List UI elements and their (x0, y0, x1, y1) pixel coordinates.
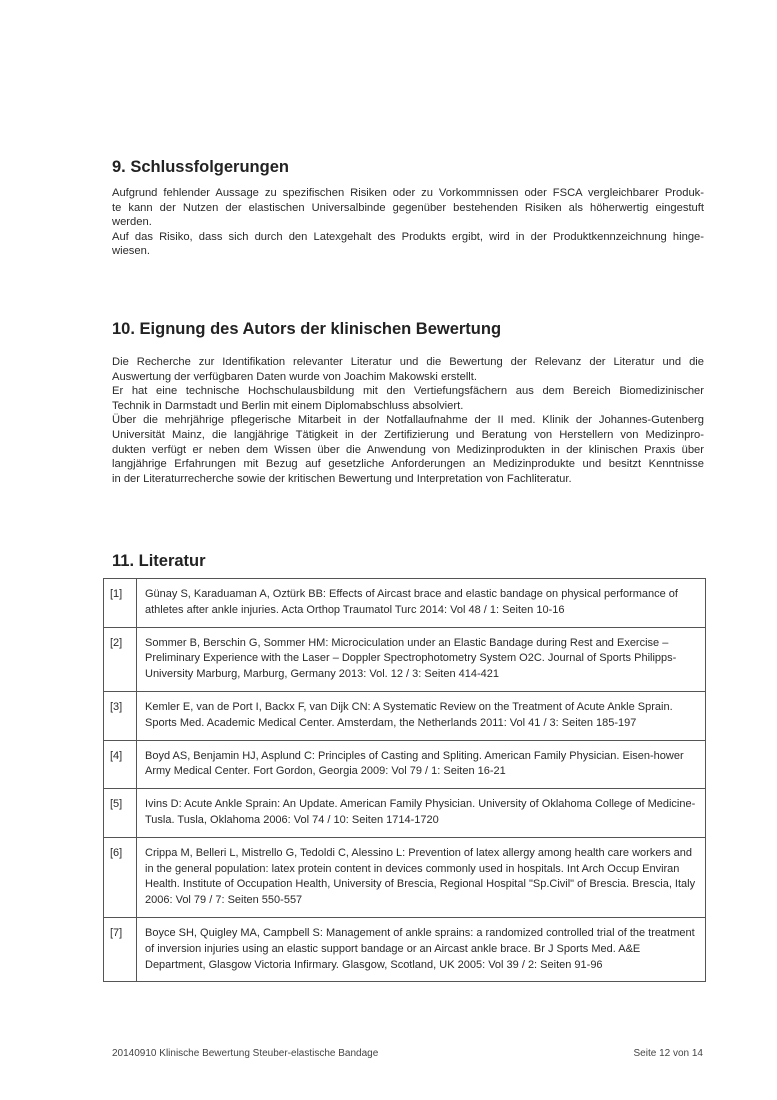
text-line: wiesen. (112, 245, 150, 258)
text-line: Auf das Risiko, dass sich durch den Latexgehalt des Produkts ergibt, wird in der Produktkennzeichnung hinge- (112, 230, 704, 243)
section-10-text (112, 355, 704, 486)
text-line: Über die mehrjährige pflegerische Mitarbeit in der Notfallaufnahme der II med. Klinik der Johannes-Gutenberg (112, 414, 704, 427)
reference-text: Boyce SH, Quigley MA, Campbell S: Management of ankle sprains: a randomized controlled trial of the treatment of inversion injuries using an elastic support bandage or an Aircast ankle brace. Br J Sports Med. A&E Department, Glasgow Victoria Infirmary. Glasgow, Scotland, UK 2005: Vol 39 / 2: Seiten 91-96 (137, 917, 706, 981)
section-9-heading: 9. Schlussfolgerungen (112, 158, 289, 176)
section-11-heading: 11. Literatur (112, 552, 206, 570)
reference-number: [5] (104, 789, 137, 838)
reference-text: Crippa M, Belleri L, Mistrello G, Tedoldi C, Alessino L: Prevention of latex allergy among health care workers and in the general population: latex protein content in devices commonly used in hospitals. Int Arch Occup Enviran Health. Institute of Occupation Health, University of Brescia, Regional Hospital "Sp.Civil" of Brescia. Brescia, Italy 2006: Vol 79 / 7: Seiten 550-557 (137, 837, 706, 917)
footer-document-title: 20140910 Klinische Bewertung Steuber-elastische Bandage (112, 1048, 379, 1059)
footer-page-number: Seite 12 von 14 (633, 1048, 703, 1059)
reference-number: [1] (104, 579, 137, 628)
reference-row (104, 579, 706, 628)
section-9-text (112, 186, 704, 259)
reference-text: Günay S, Karaduaman A, Oztürk BB: Effects of Aircast brace and elastic bandage on physical performance of athletes after ankle injuries. Acta Orthop Traumatol Turc 2014: Vol 48 / 1: Seiten 10-16 (137, 579, 706, 628)
reference-row (104, 789, 706, 838)
reference-row (104, 917, 706, 981)
text-line: Aufgrund fehlender Aussage zu spezifischen Risiken oder zu Vorkommnissen oder FSCA vergleichbarer Produk- (112, 187, 704, 199)
text-line: Universität Mainz, die langjährige Tätigkeit in der Zertifizierung und Beratung von Herstellern von Medizinpro- (112, 428, 704, 441)
references-table (103, 578, 706, 982)
text-line: Die Recherche zur Identifikation relevanter Literatur und die Bewertung der Relevanz der Literatur und die (112, 356, 704, 368)
reference-text: Kemler E, van de Port I, Backx F, van Dijk CN: A Systematic Review on the Treatment of Acute Ankle Sprain. Sports Med. Academic Medical Center. Amsterdam, the Netherlands 2011: Vol 41 / 3: Seiten 185-197 (137, 691, 706, 740)
text-line: Auswertung der verfügbaren Daten wurde von Joachim Makowski erstellt. (112, 370, 478, 383)
text-line: Technik in Darmstadt und Berlin mit einem Diplomabschluss absolviert. (112, 399, 464, 412)
reference-text: Ivins D: Acute Ankle Sprain: An Update. American Family Physician. University of Oklahoma College of Medicine-Tusla. Tusla, Oklahoma 2006: Vol 74 / 10: Seiten 1714-1720 (137, 789, 706, 838)
reference-number: [6] (104, 837, 137, 917)
text-line: werden. (112, 216, 152, 229)
text-line: langjährige Erfahrungen mit Bezug auf gesetzliche Anforderungen an Medizinprodukte und besitzt Kenntnisse (112, 458, 704, 471)
reference-text: Boyd AS, Benjamin HJ, Asplund C: Principles of Casting and Spliting. American Family Physician. Eisen-hower Army Medical Center. Fort Gordon, Georgia 2009: Vol 79 / 1: Seiten 16-21 (137, 740, 706, 789)
reference-row (104, 627, 706, 691)
text-line: in der Literaturrecherche sowie der kritischen Bewertung und Interpretation von Fachliteratur. (112, 472, 572, 485)
reference-number: [7] (104, 917, 137, 981)
text-line: te kann der Nutzen der elastischen Universalbinde gegenüber bestehenden Risiken als höherwertig eingestuft (112, 201, 704, 214)
reference-number: [3] (104, 691, 137, 740)
text-line: dukten verfügt er neben dem Wissen über die Anwendung von Medizinprodukten in der klinischen Praxis über (112, 443, 704, 456)
reference-row (104, 691, 706, 740)
reference-text: Sommer B, Berschin G, Sommer HM: Microciculation under an Elastic Bandage during Rest and Exercise – Preliminary Experience with the Laser – Doppler Spectrophotometry System O2C. Journal of Sports Philipps-University Marburg, Marburg, Germany 2013: Vol. 12 / 3: Seiten 414-421 (137, 627, 706, 691)
text-line: Er hat eine technische Hochschulausbildung mit den Vertiefungsfächern aus dem Bereich Biomedizinischer (112, 385, 704, 398)
reference-number: [2] (104, 627, 137, 691)
reference-row (104, 740, 706, 789)
section-10-heading: 10. Eignung des Autors der klinischen Bewertung (112, 320, 502, 338)
reference-row (104, 837, 706, 917)
reference-number: [4] (104, 740, 137, 789)
